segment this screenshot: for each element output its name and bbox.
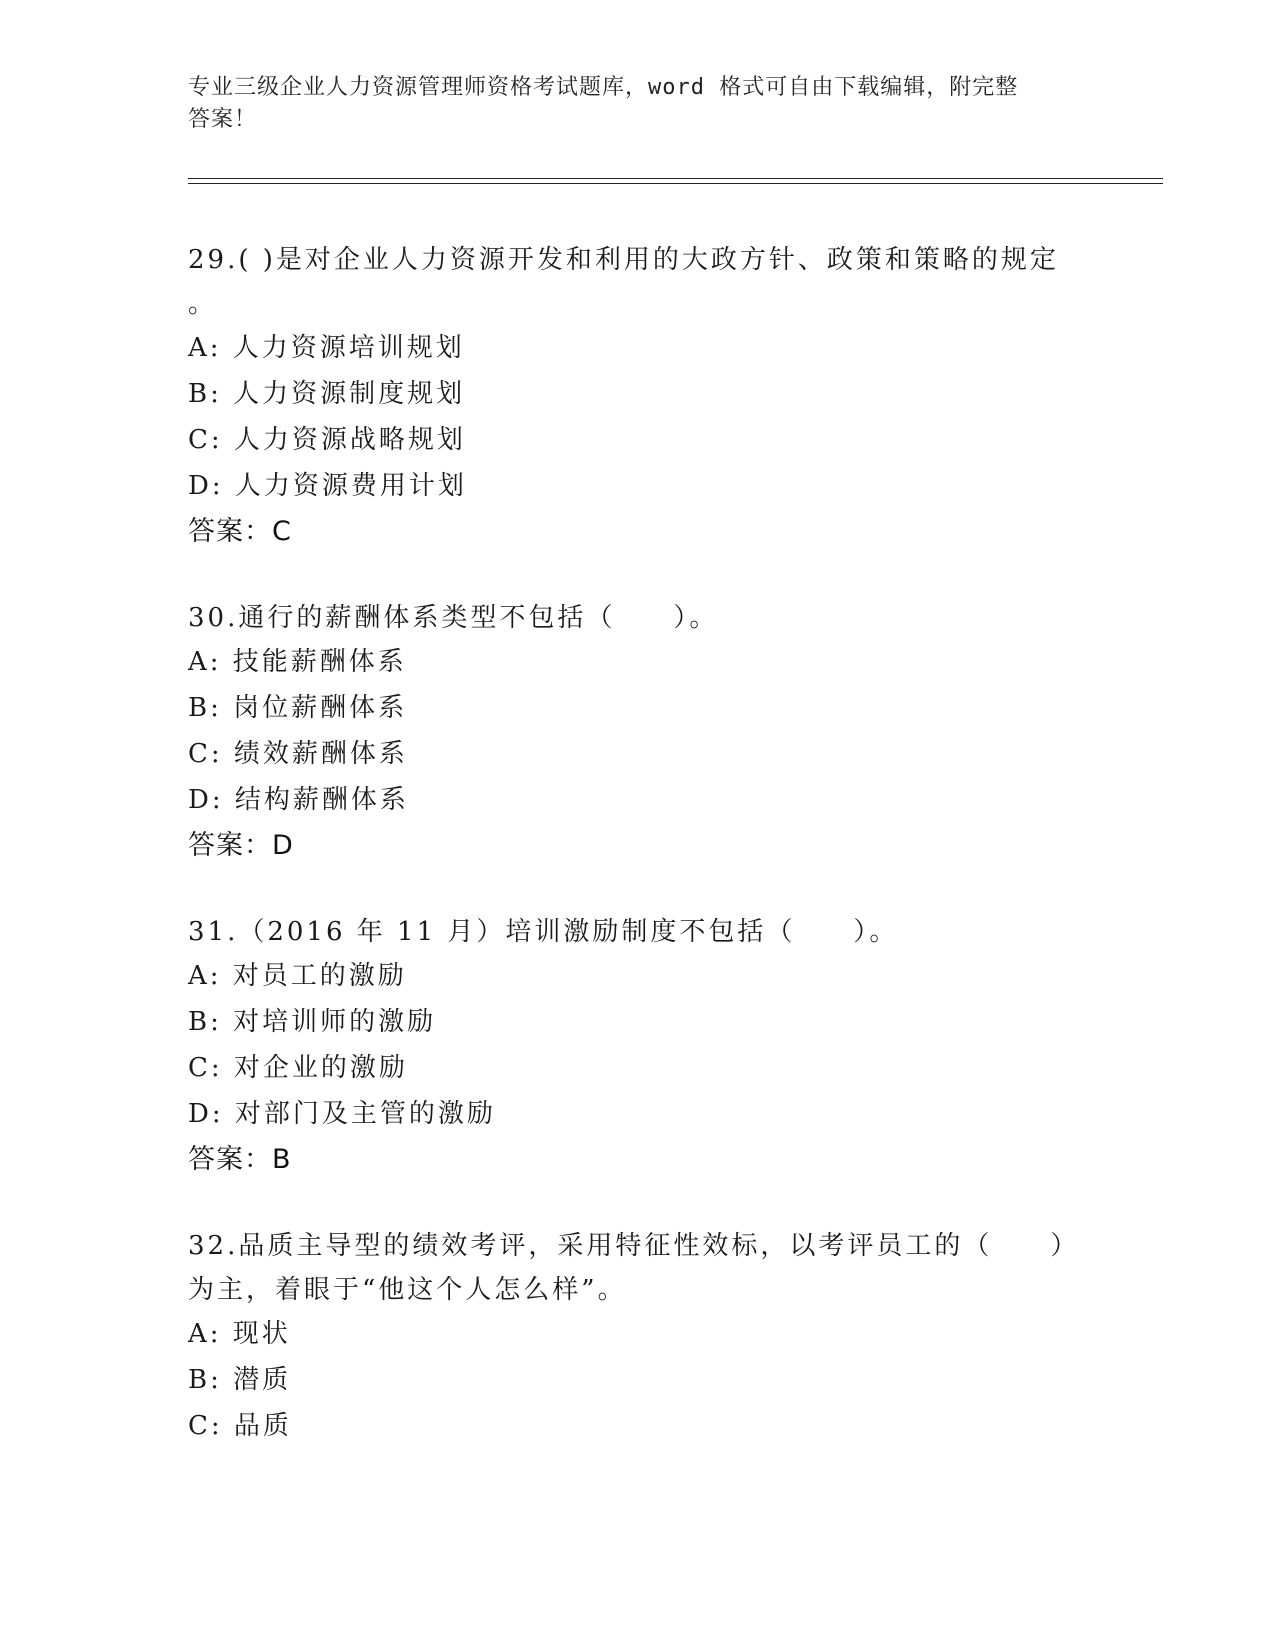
header-divider-bottom: [188, 183, 1163, 184]
question-text-continued: 为主，着眼于“他这个人怎么样”。: [188, 1275, 627, 1305]
header-line-1: 专业三级企业人力资源管理师资格考试题库，word 格式可自由下载编辑，附完整: [188, 75, 1019, 100]
option-b: B: 岗位薪酬体系: [188, 693, 408, 723]
document-header: [188, 72, 1078, 136]
option-c: C: 品质: [188, 1411, 292, 1441]
option-d: D: 对部门及主管的激励: [188, 1099, 496, 1129]
option-a: A: 人力资源培训规划: [188, 333, 465, 363]
question-29: [188, 237, 1088, 555]
answer: 答案：B: [188, 1144, 292, 1175]
question-list: [188, 237, 1088, 1489]
question-31: [188, 909, 1088, 1183]
header-divider-top: [188, 178, 1163, 179]
question-text-continued: 。: [188, 289, 218, 319]
question-text: 31.（2016 年 11 月）培训激励制度不包括（ ）。: [188, 917, 899, 947]
option-a: A: 现状: [188, 1319, 291, 1349]
option-d: D: 人力资源费用计划: [188, 471, 467, 501]
answer: 答案：C: [188, 516, 292, 547]
question-text: 29.( )是对企业人力资源开发和利用的大政方针、政策和策略的规定: [188, 245, 1059, 275]
question-30: [188, 595, 1088, 869]
option-c: C: 对企业的激励: [188, 1053, 408, 1083]
option-c: C: 绩效薪酬体系: [188, 739, 408, 769]
option-b: B: 潜质: [188, 1365, 292, 1395]
header-line-2: 答案！: [188, 107, 258, 132]
option-b: B: 人力资源制度规划: [188, 379, 466, 409]
question-32: [188, 1223, 1088, 1449]
option-a: A: 技能薪酬体系: [188, 647, 407, 677]
option-b: B: 对培训师的激励: [188, 1007, 437, 1037]
option-d: D: 结构薪酬体系: [188, 785, 409, 815]
answer: 答案：D: [188, 830, 294, 861]
option-a: A: 对员工的激励: [188, 961, 407, 991]
option-c: C: 人力资源战略规划: [188, 425, 466, 455]
question-text: 30.通行的薪酬体系类型不包括（ ）。: [188, 603, 719, 633]
question-text: 32.品质主导型的绩效考评，采用特征性效标，以考评员工的（ ）: [188, 1231, 1080, 1261]
